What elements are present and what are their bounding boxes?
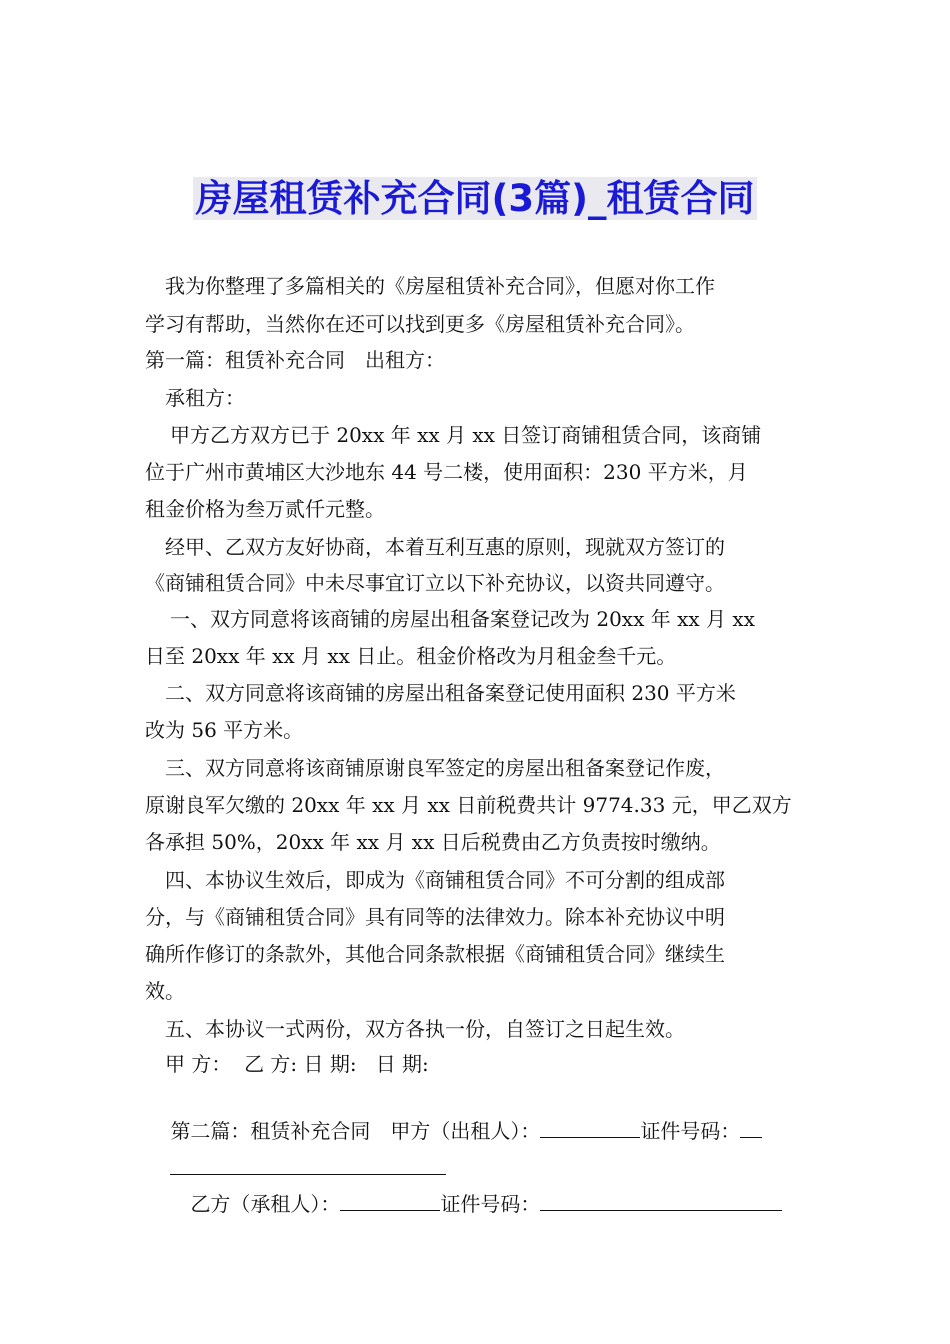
lessee-id-label: 证件号码：	[440, 1192, 541, 1216]
paragraph-line: 《商铺租赁合同》中未尽事宜订立以下补充协议，以资共同遵守。	[145, 571, 725, 595]
part2-lessor-label: 第二篇：租赁补充合同 甲方（出租人）：	[170, 1119, 541, 1143]
paragraph-line: 承租方：	[165, 386, 245, 410]
paragraph-line: 二、双方同意将该商铺的房屋出租备案登记使用面积 230 平方米	[165, 681, 736, 705]
paragraph-line: 分，与《商铺租赁合同》具有同等的法律效力。除本补充协议中明	[145, 905, 725, 929]
lessee-name-blank	[340, 1191, 440, 1211]
paragraph-line: 四、本协议生效后，即成为《商铺租赁合同》不可分割的组成部	[165, 868, 725, 892]
paragraph-line: 各承担 50%，20xx 年 xx 月 xx 日后税费由乙方负责按时缴纳。	[145, 830, 721, 854]
paragraph-line: 学习有帮助，当然你在还可以找到更多《房屋租赁补充合同》。	[145, 312, 695, 336]
paragraph-line: 租金价格为叁万贰仟元整。	[145, 497, 385, 521]
paragraph-line: 改为 56 平方米。	[145, 718, 304, 742]
signature-line: 甲 方： 乙 方: 日 期: 日 期:	[165, 1052, 429, 1076]
paragraph-line: 甲方乙方双方已于 20xx 年 xx 月 xx 日签订商铺租赁合同，该商铺	[170, 423, 762, 447]
paragraph-line: 五、本协议一式两份，双方各执一份，自签订之日起生效。	[165, 1017, 685, 1041]
section-heading-line: 第一篇：租赁补充合同 出租方：	[145, 348, 445, 372]
document-title	[0, 172, 950, 226]
paragraph-line: 效。	[145, 979, 185, 1003]
paragraph-line: 我为你整理了多篇相关的《房屋租赁补充合同》，但愿对你工作	[165, 274, 715, 298]
paragraph-line: 日至 20xx 年 xx 月 xx 日止。租金价格改为月租金叁千元。	[145, 644, 677, 668]
paragraph-line: 原谢良军欠缴的 20xx 年 xx 月 xx 日前税费共计 9774.33 元，甲乙双方	[145, 793, 792, 817]
lessee-line	[165, 1162, 835, 1246]
document-title-text: 房屋租赁补充合同(3篇)_租赁合同	[195, 177, 755, 220]
lessee-id-blank	[540, 1191, 782, 1211]
lessee-label: 乙方（承租人）：	[190, 1192, 341, 1216]
paragraph-line: 确所作修订的条款外，其他合同条款根据《商铺租赁合同》继续生	[145, 942, 725, 966]
paragraph-line: 一、双方同意将该商铺的房屋出租备案登记改为 20xx 年 xx 月 xx	[170, 607, 755, 631]
paragraph-line: 经甲、乙双方友好协商，本着互利互惠的原则，现就双方签订的	[165, 535, 725, 559]
lessor-id-label: 证件号码：	[640, 1119, 741, 1143]
paragraph-line: 位于广州市黄埔区大沙地东 44 号二楼，使用面积：230 平方米，月	[145, 460, 748, 484]
paragraph-line: 三、双方同意将该商铺原谢良军签定的房屋出租备案登记作废，	[165, 756, 725, 780]
